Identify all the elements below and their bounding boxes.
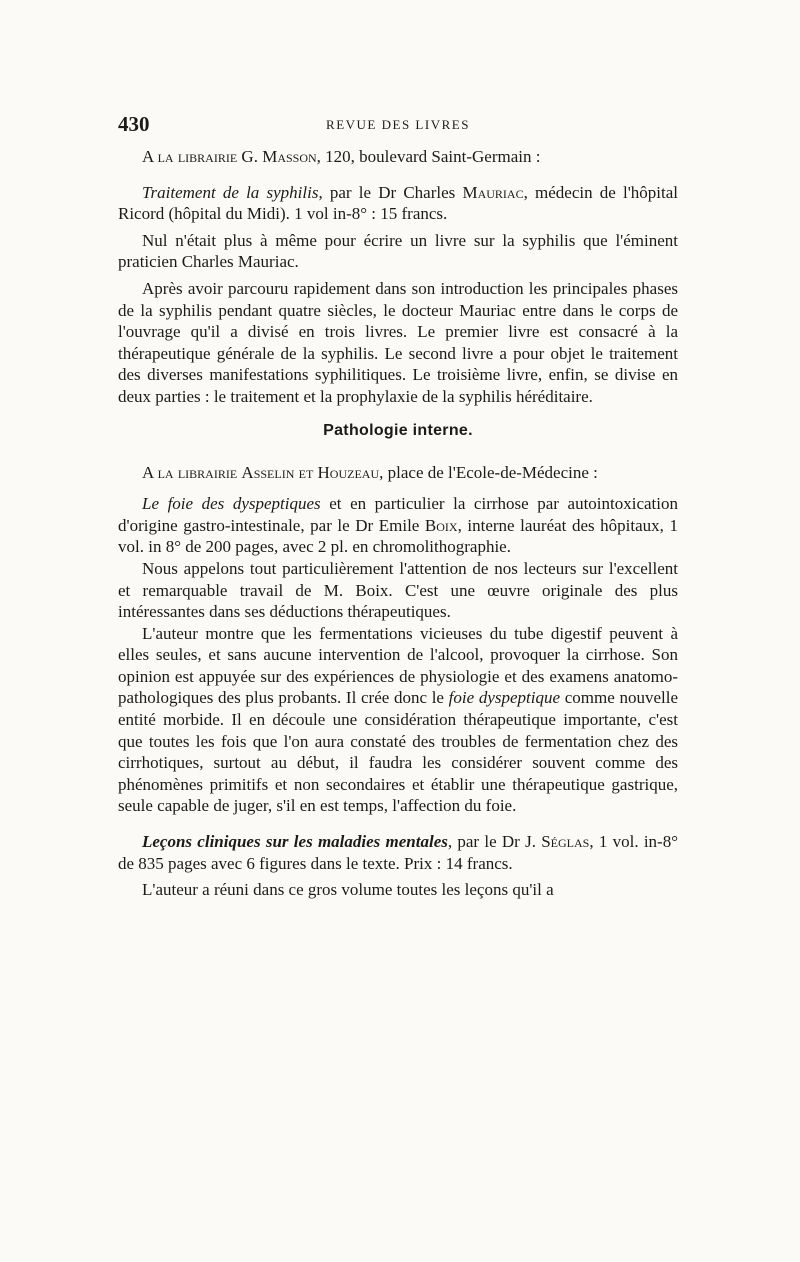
- running-head: [118, 112, 678, 146]
- running-title: REVUE DES LIVRES: [326, 117, 470, 132]
- book-title: Traitement de la syphilis: [142, 182, 319, 202]
- book-details: , 1 vol. in-8° de 835 pages avec 6 figures dans le texte. Prix : 14 francs.: [118, 832, 679, 873]
- book-author-name: Séglas: [541, 832, 590, 852]
- book-author-prefix: , par le Dr Charles: [318, 182, 463, 202]
- book-entry-lecons: [118, 831, 678, 874]
- book-details: , médecin de l'hôpital Ricord (hôpital du Midi). 1 vol in-8° : 15 francs.: [118, 182, 679, 224]
- review-paragraph: Nul n'était plus à même pour écrire un livre sur la syphilis que l'éminent praticien Charles Mauriac.: [118, 230, 678, 272]
- review-paragraph: Après avoir parcouru rapidement dans son introduction les principales phases de la syphilis pendant quatre siècles, le docteur Mauriac entre dans le corps de l'ouvrage qu'il a divisé en trois livres. Le premier livre est consacré à la thérapeutique générale de la syphilis. Le second livre a pour objet le traitement des diverses manifestations syphilitiques. Le troisième livre, enfin, se divise en deux parties : le traitement et la prophylaxie de la syphilis héréditaire.: [118, 278, 678, 406]
- publisher-name: G. Masson: [241, 147, 317, 166]
- review-paragraph: L'auteur a réuni dans ce gros volume toutes les leçons qu'il a: [142, 880, 554, 900]
- publisher-line-asselin: [118, 462, 678, 484]
- publisher-address: , place de l'Ecole-de-Médecine :: [379, 462, 598, 482]
- review-text: comme nouvelle entité morbide. Il en découle une considération thérapeutique importante, c'est que toutes les fois que l'on aura constaté des troubles de fermentation chez des cirrhotiques, surtout au début, il faudra les considérer souvent comme des phénomènes primitifs et non secondaires et établir une thérapeutique gastrique, seule capable de juger, s'il en est temps, l'affection du foie.: [118, 688, 678, 816]
- book-details: , interne lauréat des hôpitaux, 1 vol. in 8° de 200 pages, avec 2 pl. en chromolithographie.: [118, 515, 678, 557]
- publisher-prefix: A la librairie: [142, 147, 238, 166]
- review-text: L'auteur montre que les fermentations vicieuses du tube digestif peuvent à elles seules, et sans aucune intervention de l'alcool, provoquer la cirrhose. Son opinion est appuyée sur des expériences de physiologie et des examens anatomo-pathologiques des plus probants. Il crée donc le: [118, 623, 678, 708]
- book-author-name: Mauriac: [462, 182, 524, 202]
- review-term: foie dyspeptique: [448, 688, 561, 708]
- section-heading: Pathologie interne.: [323, 421, 473, 439]
- publisher-line-masson: [118, 146, 678, 168]
- book-page: [118, 112, 678, 901]
- book-entry-syphilis: [118, 182, 678, 225]
- review-paragraph: [118, 623, 678, 817]
- publisher-address: , 120, boulevard Saint-Germain :: [316, 147, 541, 166]
- book-entry-foie: [118, 493, 678, 558]
- publisher-name: Asselin et Houzeau: [241, 462, 380, 482]
- book-author-name: Boix: [424, 515, 458, 535]
- review-paragraph: Nous appelons tout particulièrement l'attention de nos lecteurs sur l'excellent et remarquable travail de M. Boix. C'est une œuvre originale des plus intéressantes dans ses déductions thérapeutiques.: [118, 558, 678, 622]
- book-subtitle: et en particulier la cirrhose par autointoxication d'origine gastro-intestinale, par le Dr Emile: [118, 494, 678, 535]
- book-title: Leçons cliniques sur les maladies mentales: [142, 832, 448, 852]
- publisher-prefix: A la librairie: [142, 462, 238, 482]
- page-number: 430: [118, 112, 150, 136]
- book-author-prefix: , par le Dr J.: [447, 832, 542, 852]
- book-title: Le foie des dyspeptiques: [142, 494, 321, 514]
